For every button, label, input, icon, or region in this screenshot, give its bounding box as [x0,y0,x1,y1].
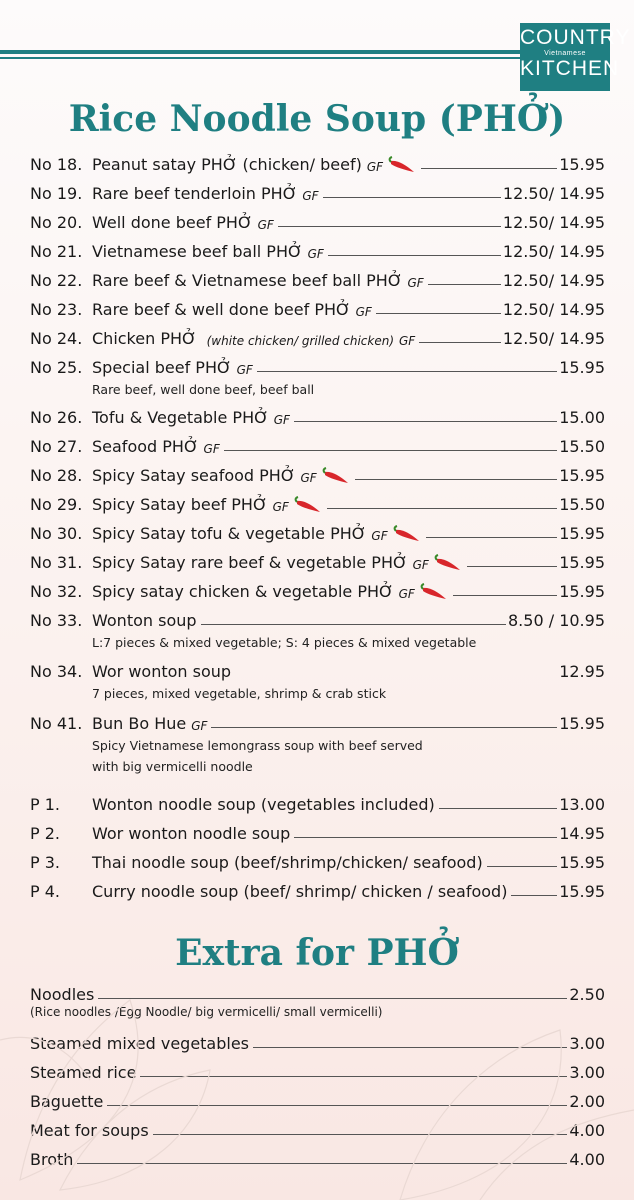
gluten-free-tag: GF [203,442,220,456]
item-name: Bun Bo Hue [92,714,187,733]
menu-item-row [30,432,605,456]
leader-line [428,284,501,285]
menu-item-row [30,819,605,843]
logo-line-1: COUNTRY [520,26,631,49]
item-price: 15.95 [559,882,605,901]
extra-name: Steamed mixed vegetables [30,1034,250,1053]
menu-item-row [30,848,605,872]
item-price: 12.50/ 14.95 [502,329,605,348]
item-name: Peanut satay PHỞ (chicken/ beef) [92,155,362,174]
item-price: 12.50/ 14.95 [502,213,605,232]
item-name: Spicy Satay rare beef & vegetable PHỞ [92,553,408,572]
leader-line [467,566,557,567]
gluten-free-tag: GF [407,276,424,290]
menu-item-row [30,548,605,572]
menu-item-row [30,324,605,348]
gluten-free-tag: GF [371,529,388,543]
item-number: No 23. [30,300,83,319]
item-name: Special beef PHỞ [92,358,232,377]
header-rule-thick [0,50,520,54]
menu-item-row [30,179,605,203]
chili-pepper-icon [293,496,323,514]
item-number: No 20. [30,213,83,232]
item-price: 15.95 [559,582,605,601]
leader-line [257,371,557,372]
item-price: 15.95 [559,155,605,174]
leader-line [453,595,557,596]
leader-line [201,624,506,625]
item-number: No 30. [30,524,83,543]
item-number: P 4. [30,882,60,901]
item-number: P 3. [30,853,60,872]
leader-line [140,1076,567,1077]
item-description: Rare beef, well done beef, beef ball [92,382,315,397]
extra-item-row [30,1116,605,1140]
menu-item-row [30,577,605,601]
chili-pepper-icon [392,525,422,543]
item-price: 12.95 [559,662,605,681]
item-number: No 19. [30,184,83,203]
item-price: 15.95 [559,466,605,485]
leader-line [153,1134,568,1135]
extra-item-row [30,1029,605,1053]
item-price: 15.50 [559,495,605,514]
extra-price: 2.00 [569,1092,605,1111]
item-price: 12.50/ 14.95 [502,242,605,261]
extra-name: Noodles [30,985,95,1004]
item-price: 15.95 [559,358,605,377]
leader-line [294,421,557,422]
extra-price: 3.00 [569,1063,605,1082]
item-price: 8.50 / 10.95 [508,611,605,630]
item-name: Wor wonton noodle soup [92,824,291,843]
gluten-free-tag: GF [302,189,319,203]
leader-line [98,998,567,999]
menu-item-row [30,403,605,427]
leader-line [211,727,557,728]
item-number: No 25. [30,358,83,377]
section-title: Rice Noodle Soup (PHỞ) [68,98,566,140]
leader-line [426,537,558,538]
gluten-free-tag: GF [300,471,317,485]
menu-item-row [30,208,605,232]
menu-item-row [30,353,605,377]
gluten-free-tag: GF [272,500,289,514]
leader-line [376,313,501,314]
menu-item-row [30,877,605,901]
menu-item-row [30,490,605,514]
item-number: No 24. [30,329,83,348]
item-number: P 2. [30,824,60,843]
gluten-free-tag: GF [366,160,384,174]
leader-line [294,837,557,838]
chili-pepper-icon [419,583,449,601]
gluten-free-tag: GF [398,587,415,601]
leader-line [511,895,557,896]
item-name: Wor wonton soup [92,662,232,681]
leader-line [278,226,501,227]
gluten-free-tag: GF [191,719,208,733]
leader-line [328,255,501,256]
item-name: Tofu & Vegetable PHỞ [92,408,269,427]
leader-line [253,1047,567,1048]
menu-item-row [30,266,605,290]
gluten-free-tag: GF [412,558,429,572]
menu-item-row [30,295,605,319]
item-price: 12.50/ 14.95 [502,271,605,290]
extra-name: Baguette [30,1092,104,1111]
item-name: Wonton soup [92,611,197,630]
extra-item-row [30,1058,605,1082]
item-name: Rare beef & well done beef PHỞ [92,300,351,319]
menu-item-row [30,461,605,485]
menu-item-row [30,237,605,261]
gluten-free-tag: GF [236,363,253,377]
item-name: Vietnamese beef ball PHỞ [92,242,303,261]
leader-line [355,479,558,480]
extra-price: 4.00 [569,1121,605,1140]
item-description: with big vermicelli noodle [92,759,253,774]
item-number: No 31. [30,553,83,572]
gluten-free-tag: GF [355,305,372,319]
menu-item-row [30,709,605,733]
extra-name: Steamed rice [30,1063,137,1082]
extra-name: Meat for soups [30,1121,149,1140]
item-number: No 34. [30,662,83,681]
item-name: Spicy Satay tofu & vegetable PHỞ [92,524,367,543]
leader-line [487,866,558,867]
extra-name: Broth [30,1150,74,1169]
menu-item-row [30,657,605,681]
chili-pepper-icon [433,554,463,572]
menu-item-row [30,150,605,174]
extra-item-row [30,980,605,1004]
item-name: Thai noodle soup (beef/shrimp/chicken/ seafood) [92,853,483,872]
leader-line [77,1163,567,1164]
extra-item-row [30,1087,605,1111]
extra-section-title: Extra for PHỞ [175,932,459,974]
item-name: Chicken PHỞ [92,329,197,348]
item-price: 15.95 [559,553,605,572]
item-name: Seafood PHỞ [92,437,199,456]
item-number: No 41. [30,714,83,733]
item-number: P 1. [30,795,60,814]
item-name: Spicy satay chicken & vegetable PHỞ [92,582,394,601]
item-number: No 33. [30,611,83,630]
item-number: No 29. [30,495,83,514]
item-number: No 28. [30,466,83,485]
item-name: Well done beef PHỞ [92,213,253,232]
item-name: Spicy Satay beef PHỞ [92,495,268,514]
item-number: No 22. [30,271,83,290]
gluten-free-tag: GF [273,413,290,427]
item-number: No 32. [30,582,83,601]
extra-item-row [30,1145,605,1169]
gluten-free-tag: GF [257,218,274,232]
item-description: 7 pieces, mixed vegetable, shrimp & crab stick [92,686,387,701]
leader-line [327,508,557,509]
item-price: 15.50 [559,437,605,456]
item-option-note: (white chicken/ grilled chicken) [206,334,394,348]
leader-line [224,450,557,451]
item-number: No 21. [30,242,83,261]
item-price: 13.00 [559,795,605,814]
item-description: Spicy Vietnamese lemongrass soup with beef served [92,738,423,753]
logo-line-3: KITCHEN [520,57,620,80]
menu-item-row [30,519,605,543]
extra-description: (Rice noodles /Egg Noodle/ big vermicelli/ small vermicelli) [30,1005,383,1019]
item-price: 15.95 [559,524,605,543]
gluten-free-tag: GF [399,334,416,348]
item-name: Spicy Satay seafood PHỞ [92,466,296,485]
item-price: 15.00 [559,408,605,427]
item-number: No 26. [30,408,83,427]
menu-item-row [30,606,605,630]
extra-price: 4.00 [569,1150,605,1169]
gluten-free-tag: GF [307,247,324,261]
item-price: 12.50/ 14.95 [502,184,605,203]
item-price: 15.95 [559,853,605,872]
leader-line [107,1105,567,1106]
leader-line [323,197,501,198]
restaurant-logo [520,23,631,91]
leader-line [421,168,557,169]
chili-pepper-icon [321,467,351,485]
leader-line [439,808,557,809]
item-number: No 18. [30,155,83,174]
item-name: Wonton noodle soup (vegetables included) [92,795,435,814]
item-name: Rare beef & Vietnamese beef ball PHỞ [92,271,403,290]
item-description: L:7 pieces & mixed vegetable; S: 4 pieces & mixed vegetable [92,635,477,650]
item-number: No 27. [30,437,83,456]
header-rule-thin [0,57,520,59]
extra-price: 2.50 [569,985,605,1004]
item-name: Rare beef tenderloin PHỞ [92,184,298,203]
item-price: 15.95 [559,714,605,733]
leader-line [419,342,501,343]
chili-pepper-icon [387,156,417,174]
item-price: 14.95 [559,824,605,843]
logo-line-2: Vietnamese [544,50,586,57]
item-name: Curry noodle soup (beef/ shrimp/ chicken / seafood) [92,882,508,901]
item-price: 12.50/ 14.95 [502,300,605,319]
menu-item-row [30,790,605,814]
extra-price: 3.00 [569,1034,605,1053]
